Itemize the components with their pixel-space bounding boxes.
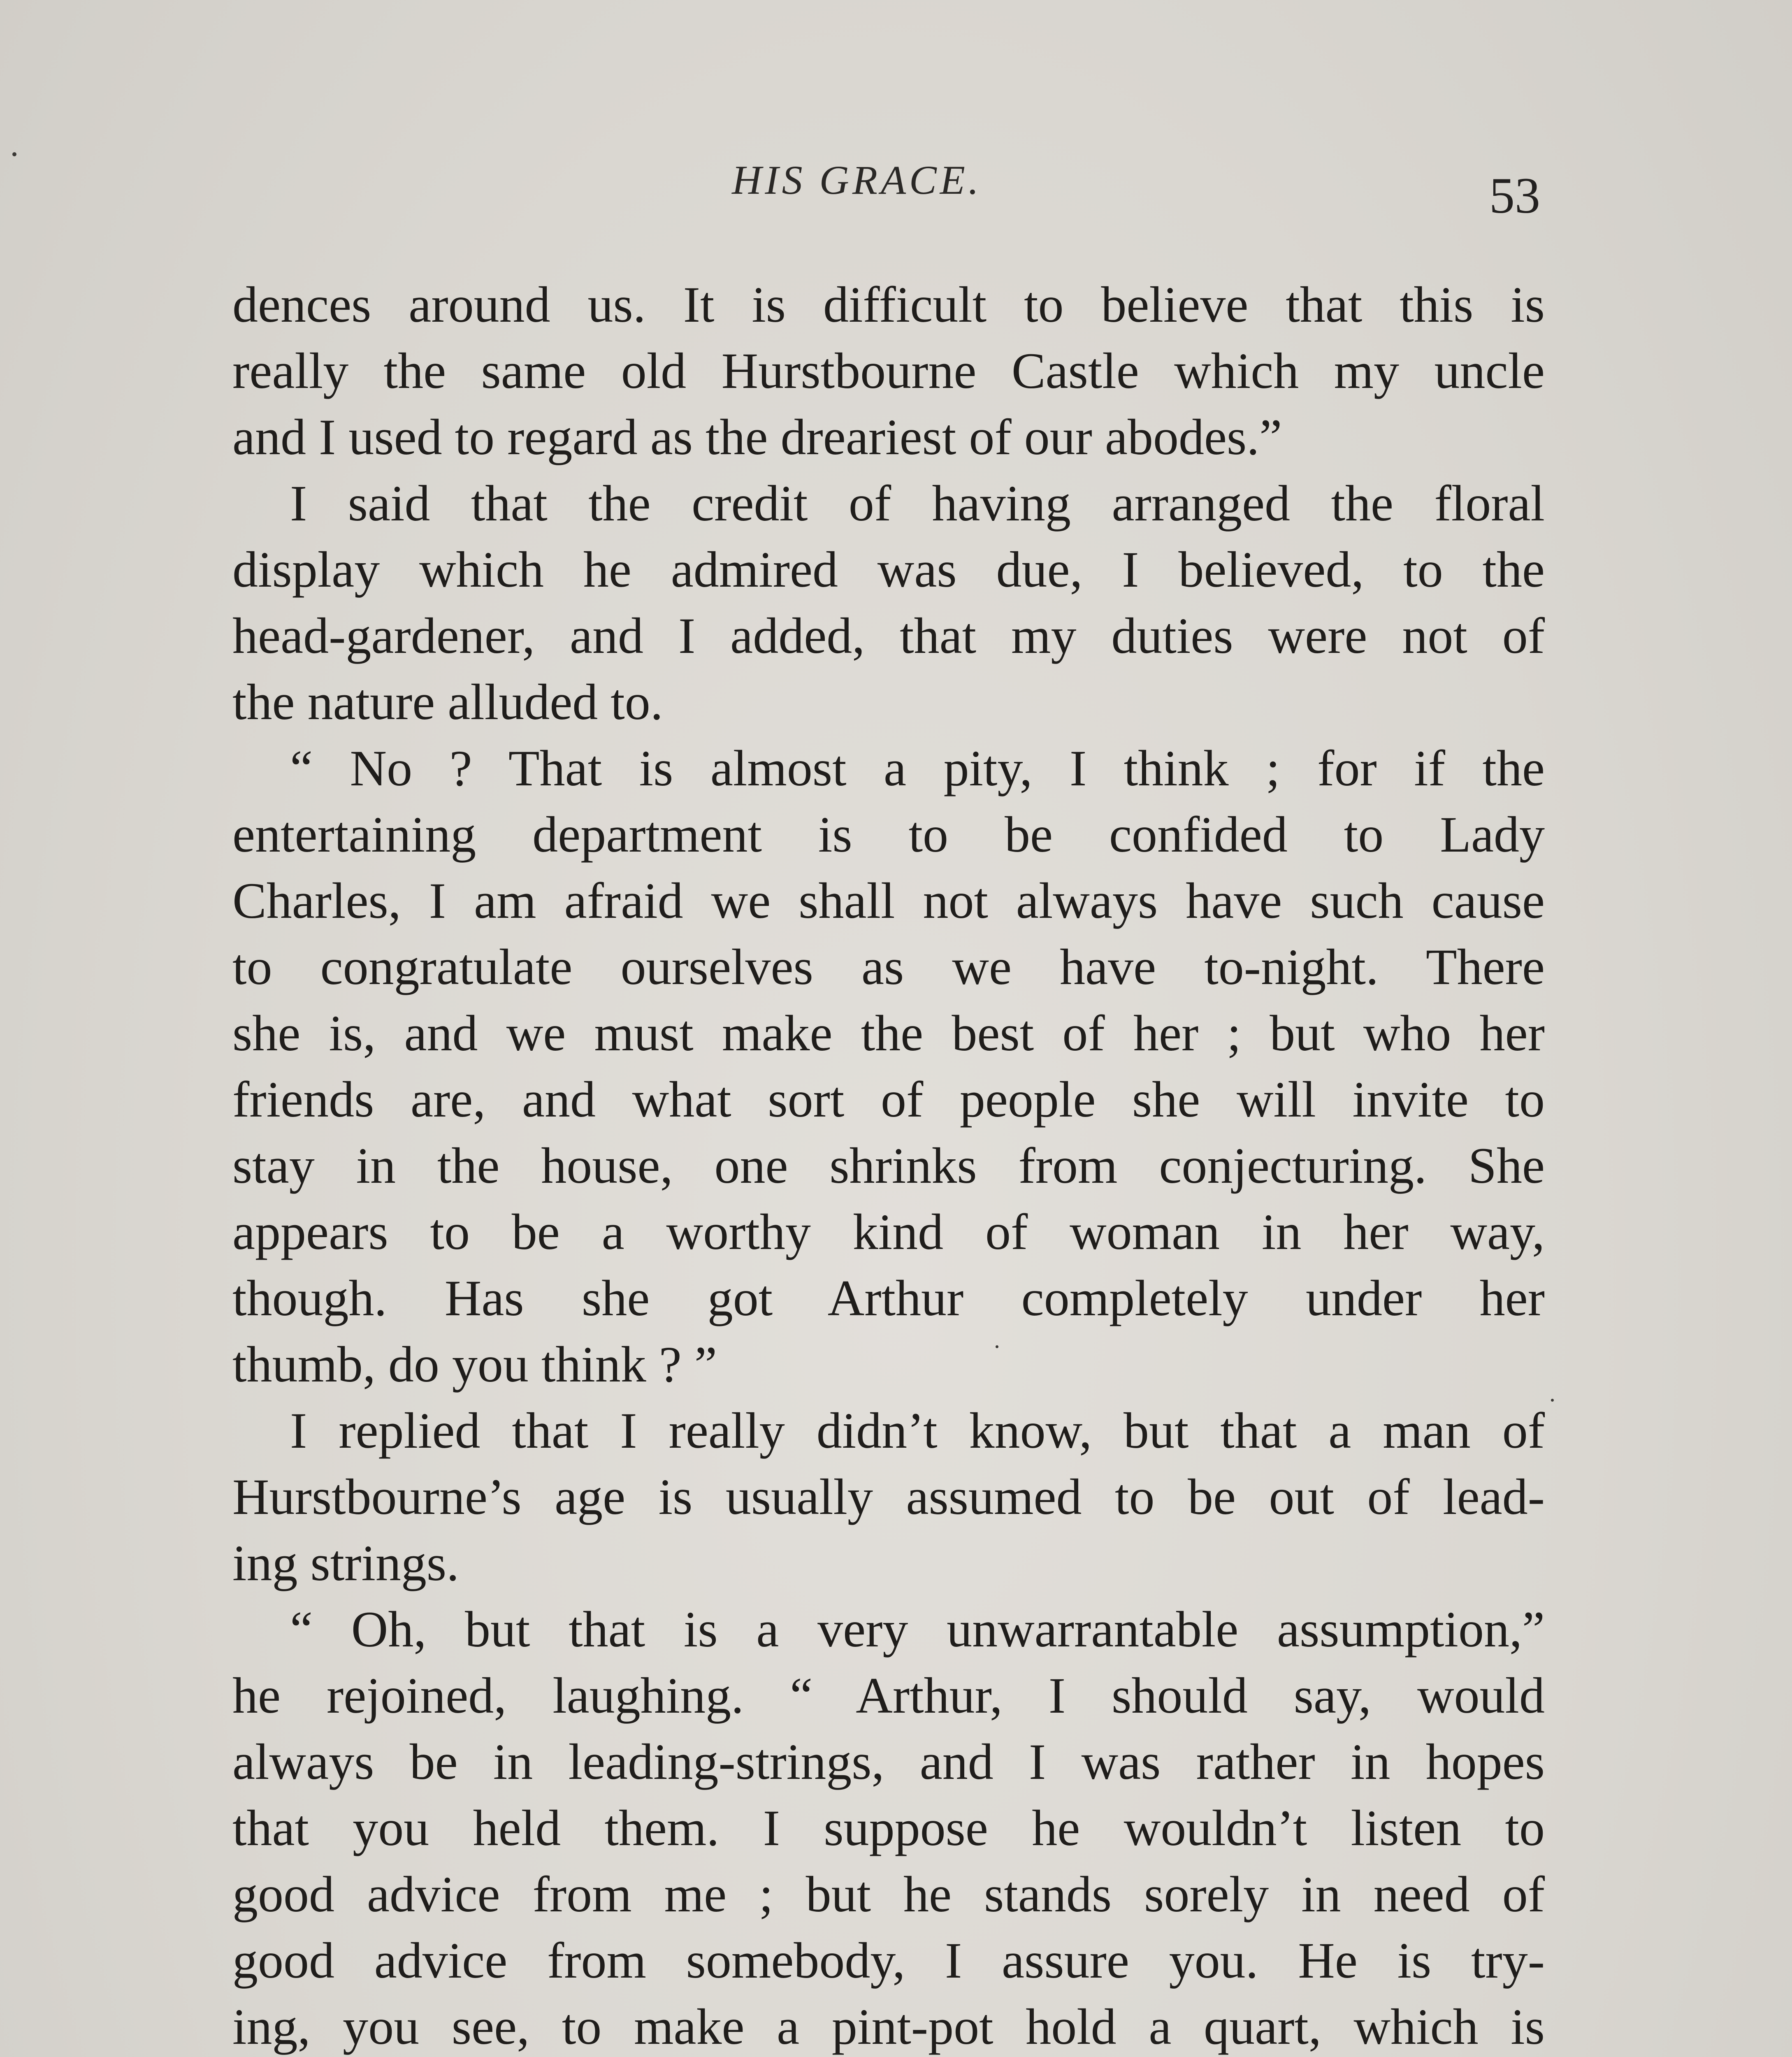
- text-line: stay in the house, one shrinks from conjecturing. She: [232, 1138, 1545, 1194]
- running-title-text: HIS GRACE.: [732, 157, 982, 203]
- text-line: always be in leading-strings, and I was rather in hopes: [232, 1734, 1545, 1790]
- text-line: head-gardener, and I added, that my duties were not of: [232, 608, 1545, 664]
- text-line: she is, and we must make the best of her ; but who her: [232, 1005, 1545, 1061]
- text-line: “ Oh, but that is a very unwarrantable assumption,”: [290, 1601, 1545, 1658]
- text-line: Hurstbourne’s age is usually assumed to be out of lead-: [232, 1469, 1545, 1525]
- page-number: 53: [1489, 167, 1540, 224]
- text-line: I replied that I really didn’t know, but that a man of: [290, 1402, 1545, 1459]
- text-line: friends are, and what sort of people she will invite to: [232, 1071, 1545, 1128]
- text-line: I said that the credit of having arranged the floral: [290, 475, 1545, 532]
- text-line: Charles, I am afraid we shall not always have such cause: [232, 873, 1545, 929]
- text-line: thumb, do you think ? ”: [232, 1336, 717, 1393]
- text-line: to congratulate ourselves as we have to-night. There: [232, 939, 1545, 995]
- text-line: good advice from somebody, I assure you. He is try-: [232, 1932, 1545, 1989]
- text-line: appears to be a worthy kind of woman in her way,: [232, 1204, 1545, 1260]
- text-line: ing, you see, to make a pint-pot hold a quart, which is: [232, 1999, 1545, 2055]
- text-line: the nature alluded to.: [232, 674, 663, 730]
- paper-speck: [996, 1345, 998, 1348]
- text-line: really the same old Hurstbourne Castle which my uncle: [232, 343, 1545, 399]
- text-line: “ No ? That is almost a pity, I think ; for if the: [290, 740, 1545, 796]
- text-line: display which he admired was due, I believed, to the: [232, 541, 1545, 598]
- text-line: though. Has she got Arthur completely under her: [232, 1270, 1545, 1326]
- body-text: [232, 272, 1545, 2057]
- text-line: he rejoined, laughing. “ Arthur, I should say, would: [232, 1667, 1545, 1724]
- paper-speck: [12, 152, 16, 156]
- text-line: entertaining department is to be confided to Lady: [232, 806, 1545, 863]
- paper-speck: [1551, 1399, 1554, 1402]
- text-line: good advice from me ; but he stands sorely in need of: [232, 1866, 1545, 1922]
- text-line: and I used to regard as the dreariest of our abodes.”: [232, 409, 1282, 465]
- text-line: ing strings.: [232, 1535, 460, 1591]
- text-line: that you held them. I suppose he wouldn’t listen to: [232, 1800, 1545, 1856]
- text-line: dences around us. It is difficult to believe that this is: [232, 276, 1545, 333]
